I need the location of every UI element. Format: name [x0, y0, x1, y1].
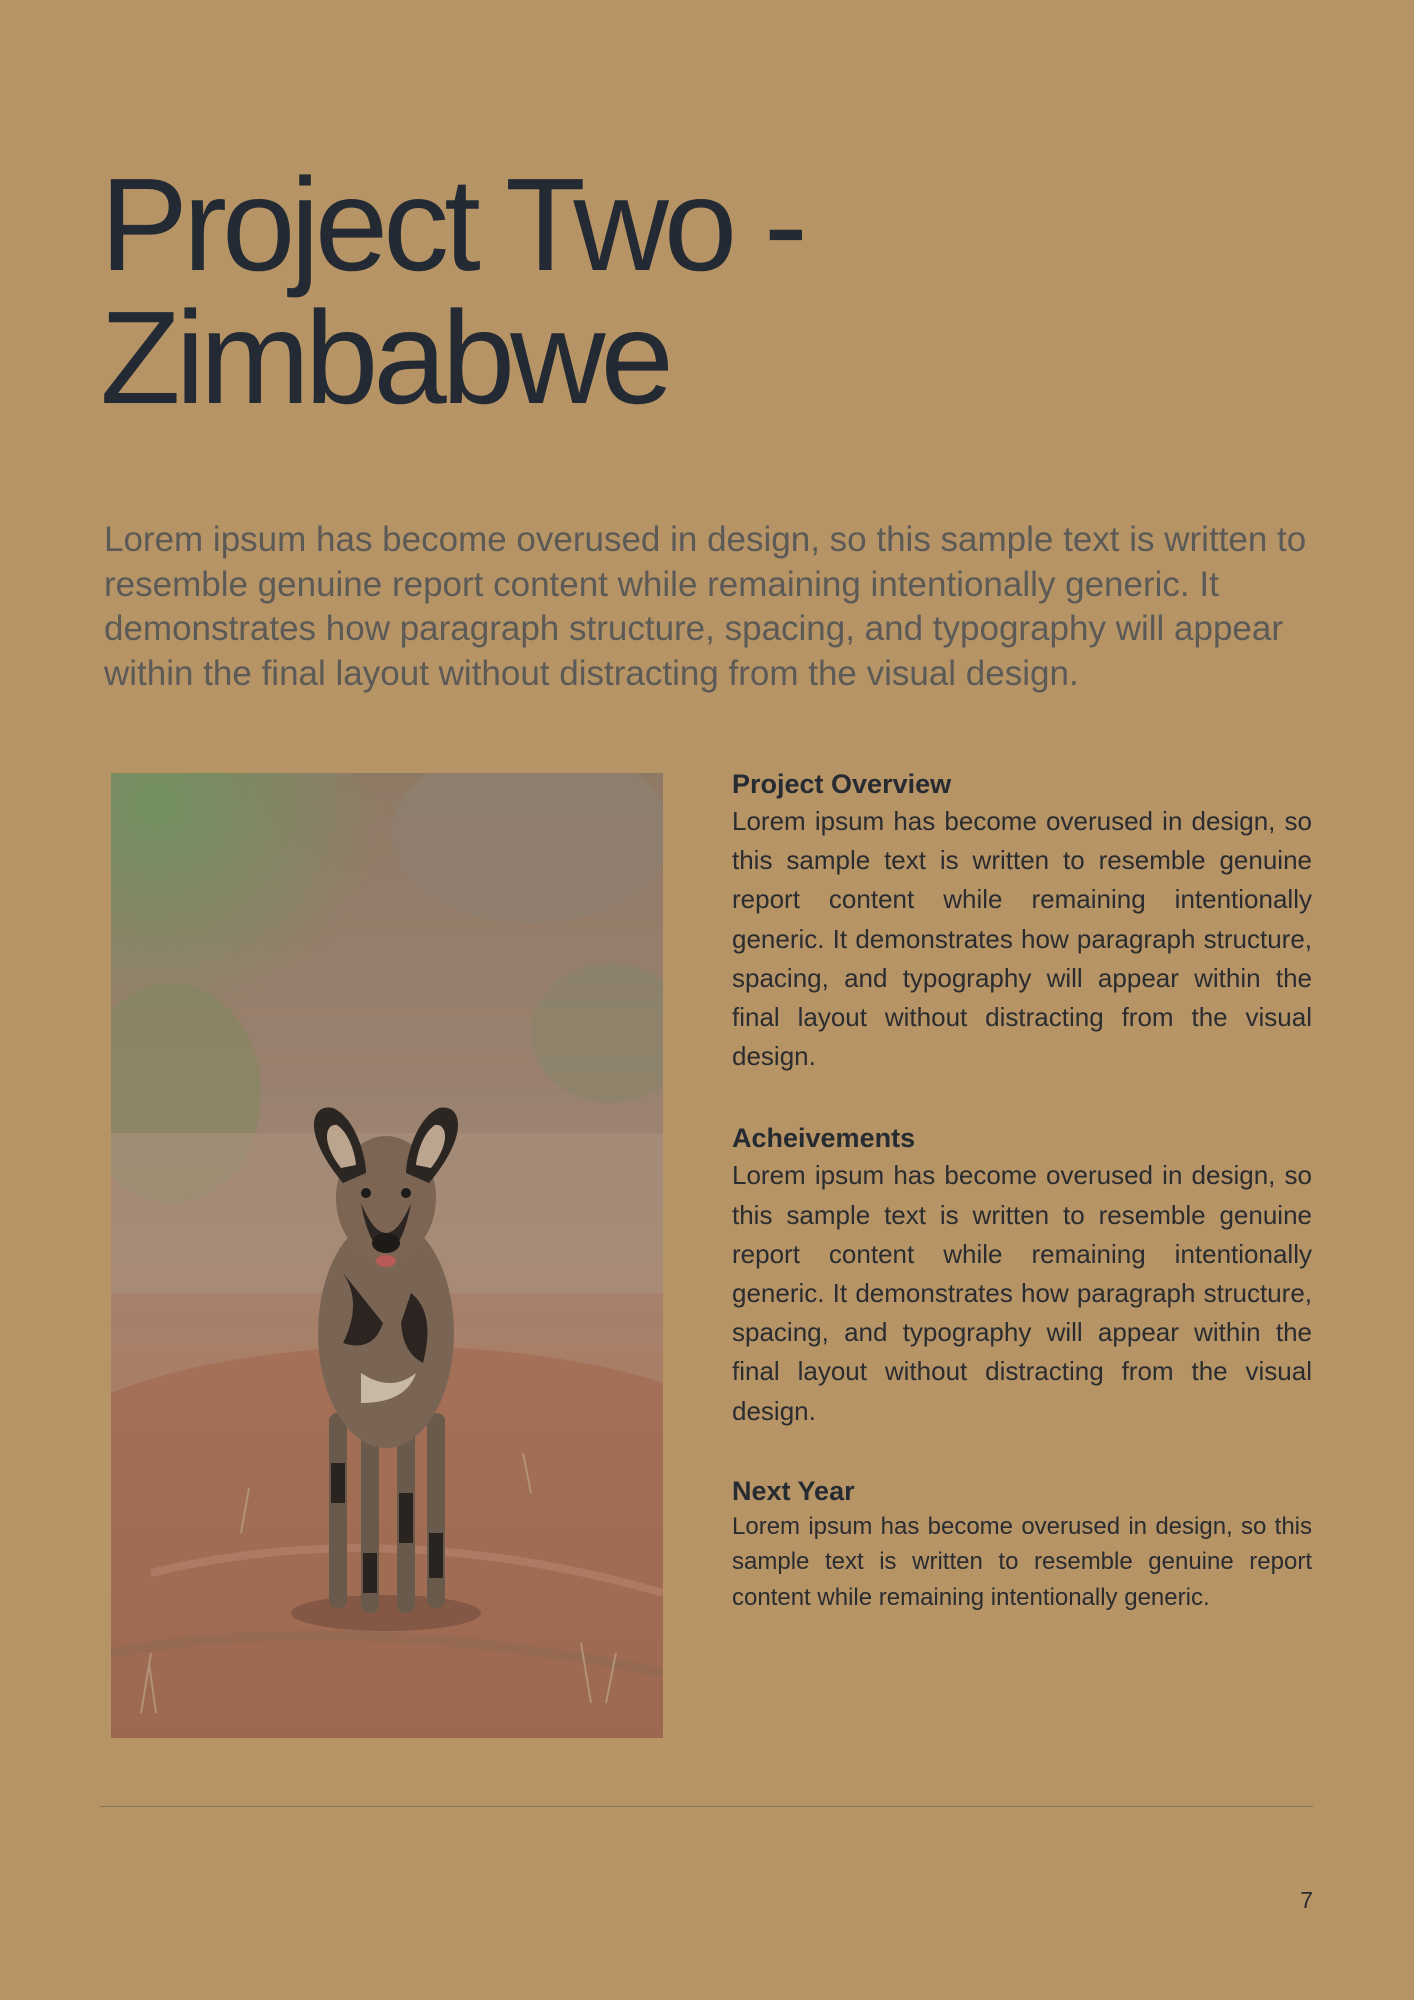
- section-title-project-overview: Project Overview: [732, 769, 952, 799]
- page-title-line-1: Project Two -: [100, 151, 803, 298]
- wild-dog-illustration: [111, 773, 663, 1738]
- wild-dog-photo: [111, 773, 663, 1738]
- page-title: [100, 151, 1100, 431]
- page-number: 7: [1300, 1887, 1313, 1913]
- content-column: [732, 766, 1312, 1615]
- section-title-achievements: Acheivements: [732, 1123, 916, 1154]
- footer-divider: [100, 1806, 1313, 1807]
- page-title-line-2: Zimbabwe: [100, 284, 669, 431]
- section-title-next-year: Next Year: [732, 1475, 855, 1506]
- section-body-next-year: Lorem ipsum has become overused in design, so this sample text is written to resemble genuine report content while remaining intentionally generic.: [732, 1512, 1312, 1611]
- section-body-achievements: Lorem ipsum has become overused in design, so this sample text is written to resemble genuine report content while remaining intentionally generic. It demonstrates how paragraph structure, spacing, and typography will appear within the final layout without distracting from the visual design.: [732, 1160, 1312, 1426]
- section-body-project-overview: Lorem ipsum has become overused in design, so this sample text is written to resemble genuine report content while remaining intentionally generic. It demonstrates how paragraph structure, spacing, and typography will appear within the final layout without distracting from the visual design.: [732, 806, 1312, 1072]
- intro-paragraph: Lorem ipsum has become overused in design, so this sample text is written to resemble genuine report content while remaining intentionally generic. It demonstrates how paragraph structure, spacing, and typography will appear within the final layout without distracting from the visual design.: [104, 520, 1307, 693]
